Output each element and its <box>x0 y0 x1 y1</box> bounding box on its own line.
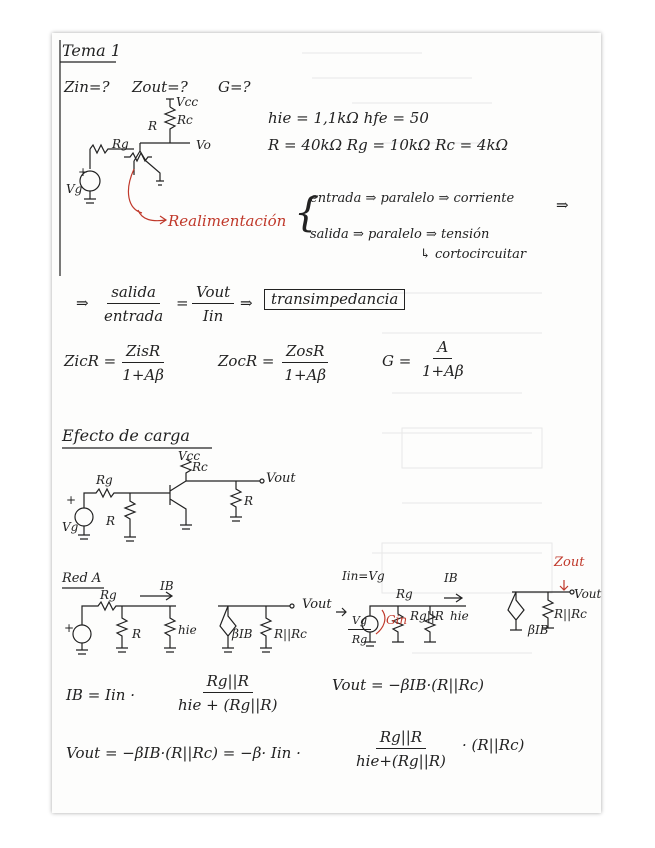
eq-ib-num: Rg||R <box>203 672 253 693</box>
label-vg: Vg <box>66 182 83 196</box>
red-a-bib: βIB <box>232 627 253 641</box>
feedback-output: salida ⇒ paralelo ⇒ tensión <box>310 227 490 242</box>
red-a-gin: Gin <box>386 613 408 627</box>
label-vo: Vo <box>196 138 211 152</box>
label-rc: Rc <box>177 113 193 127</box>
label-plus: + <box>78 165 89 179</box>
load-vout: Vout <box>266 471 296 486</box>
feedback-brace: { <box>294 190 320 236</box>
feedback-output-sub: ↳ cortocircuitar <box>420 247 527 262</box>
red-a-rg: Rg <box>100 588 117 602</box>
transfer-ratio-2 <box>192 283 234 325</box>
zin-lhs: ZicR = <box>64 352 117 370</box>
load-effect-title: Efecto de carga <box>62 426 190 445</box>
left-margin-line <box>58 38 62 278</box>
gain-fraction <box>422 338 464 380</box>
load-plus: + <box>66 493 77 507</box>
params-line1: hie = 1,1kΩ hfe = 50 <box>268 109 429 127</box>
question-zout: Zout=? <box>132 78 188 96</box>
zin-den: 1+Aβ <box>122 366 164 384</box>
red-a-rllrc2: R||Rc <box>554 607 587 621</box>
red-a-hie2: hie <box>450 609 469 623</box>
gain-lhs: G = <box>382 352 412 370</box>
red-a-r: R <box>132 627 142 641</box>
load-r-out: R <box>244 494 254 508</box>
params-line2: R = 40kΩ Rg = 10kΩ Rc = 4kΩ <box>268 136 509 154</box>
gain-num: A <box>433 338 452 359</box>
label-vcc: Vcc <box>176 95 199 109</box>
zout-num: ZosR <box>282 342 328 363</box>
eq-vout-2-fraction <box>356 728 446 770</box>
transfer-eq: = <box>176 294 189 312</box>
red-a-rllrc: R||Rc <box>274 627 307 641</box>
transfer-arrow: ⇒ <box>76 294 89 312</box>
transfer-ratio-1 <box>104 283 163 325</box>
load-rc: Rc <box>192 460 208 474</box>
zout-lhs: ZocR = <box>218 352 275 370</box>
load-vcc: Vcc <box>178 449 201 463</box>
title-underline <box>58 60 118 68</box>
red-a-zout: Zout <box>554 555 585 570</box>
red-a-hie: hie <box>178 623 197 637</box>
load-rg: Rg <box>96 473 113 487</box>
label-rg: Rg <box>112 137 129 151</box>
transfer-den-2: Iin <box>202 307 224 325</box>
label-r: R <box>148 119 158 133</box>
red-a-bib2: βIB <box>528 623 549 637</box>
red-a-iin-vg: Iin=Vg <box>342 569 385 583</box>
transfer-num-1: salida <box>107 283 160 304</box>
feedback-implies: ⇒ <box>556 196 569 214</box>
red-a-rllr: Rg||R <box>410 609 444 623</box>
eq-vout-2-num: Rg||R <box>376 728 426 749</box>
load-vg: Vg <box>62 520 79 534</box>
transfer-num-2: Vout <box>192 283 234 304</box>
eq-ib-den: hie + (Rg||R) <box>178 696 278 714</box>
eq-vout-2-lhs: Vout = −βIB·(R||Rc) = −β· Iin · <box>66 744 301 762</box>
question-gain: G=? <box>218 78 251 96</box>
eq-ib-fraction <box>178 672 277 714</box>
load-r-in: R <box>106 514 116 528</box>
red-a-vg-den: Rg <box>351 633 368 646</box>
red-a-vout: Vout <box>302 597 332 612</box>
eq-vout-2-rhs: · (R||Rc) <box>462 736 525 754</box>
gain-den: 1+Aβ <box>422 362 464 380</box>
feedback-label: Realimentación <box>168 212 287 230</box>
eq-vout-2-den: hie+(Rg||R) <box>356 752 446 770</box>
transfer-result: transimpedancia <box>264 289 405 310</box>
zout-fraction <box>282 342 328 384</box>
feedback-arrow <box>136 208 170 228</box>
question-zin: Zin=? <box>64 78 110 96</box>
page-title: Tema 1 <box>62 41 121 60</box>
red-a-ib2: IB <box>444 571 458 585</box>
feedback-input: entrada ⇒ paralelo ⇒ corriente <box>310 191 515 206</box>
red-a-title: Red A <box>62 571 102 586</box>
red-a-vg-fraction <box>348 614 371 646</box>
red-a-rg2: Rg <box>396 587 413 601</box>
zout-den: 1+Aβ <box>284 366 327 384</box>
eq-vout-1: Vout = −βIB·(R||Rc) <box>332 676 485 694</box>
transfer-den-1: entrada <box>104 307 164 325</box>
eq-ib-lhs: IB = Iin · <box>66 686 135 704</box>
zin-num: ZisR <box>122 342 164 363</box>
red-a-vg-num: Vg <box>348 614 371 630</box>
transfer-arrow-2: ⇒ <box>240 294 253 312</box>
red-a-plus: + <box>64 621 75 635</box>
zin-fraction <box>122 342 164 384</box>
red-a-ib: IB <box>160 579 174 593</box>
amplifier-circuit <box>70 95 230 215</box>
load-effect-circuit <box>60 455 300 555</box>
red-a-vout2: Vout <box>574 587 602 601</box>
